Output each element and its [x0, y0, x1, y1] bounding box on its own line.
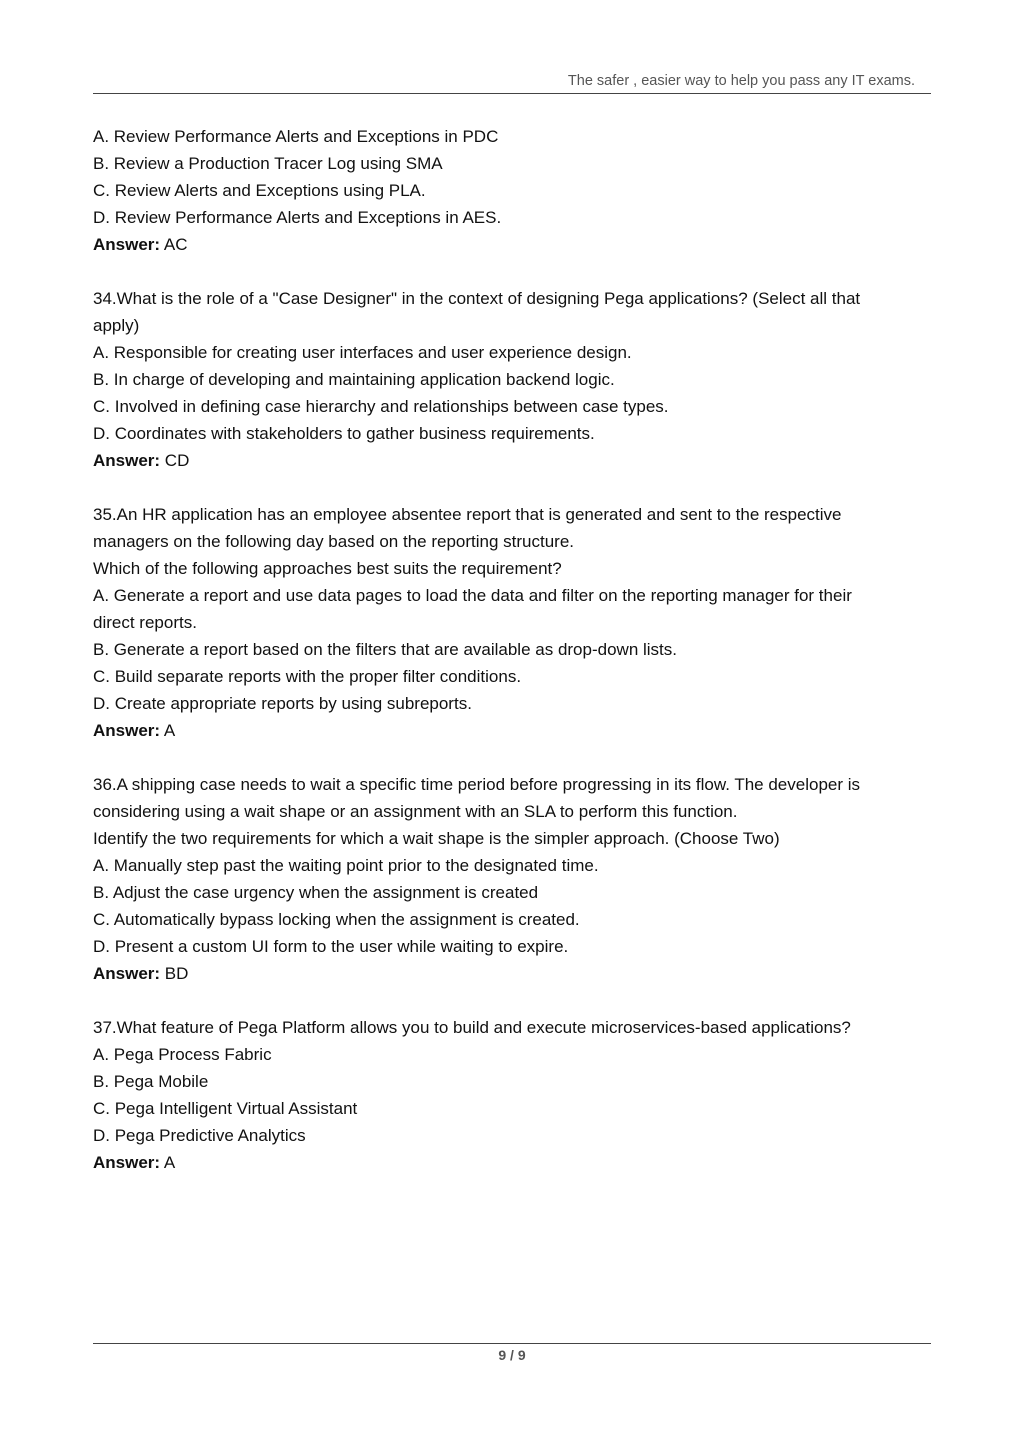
option-b: B. Adjust the case urgency when the assignment is created: [93, 883, 539, 902]
question-text: apply): [93, 316, 140, 335]
answer-line: [93, 447, 933, 474]
answer-label: Answer:: [93, 721, 161, 740]
footer-divider: [93, 1343, 931, 1344]
question-33: [93, 123, 933, 258]
option-c: C. Involved in defining case hierarchy and relationships between case types.: [93, 397, 669, 416]
option-b: B. Review a Production Tracer Log using SMA: [93, 154, 443, 173]
option-b: B. Generate a report based on the filters that are available as drop-down lists.: [93, 640, 677, 659]
question-34: [93, 285, 933, 474]
answer-value: A: [160, 721, 176, 740]
spacer: [93, 987, 933, 1014]
answer-value: A: [160, 1153, 176, 1172]
option-d: D. Review Performance Alerts and Exceptions in AES.: [93, 208, 502, 227]
option-d: D. Coordinates with stakeholders to gather business requirements.: [93, 424, 595, 443]
question-text: 35.An HR application has an employee absentee report that is generated and sent to the respective: [93, 505, 842, 524]
question-text: Identify the two requirements for which a wait shape is the simpler approach. (Choose Two): [93, 829, 780, 848]
option-a: A. Responsible for creating user interfaces and user experience design.: [93, 343, 632, 362]
answer-label: Answer:: [93, 235, 161, 254]
question-text: considering using a wait shape or an assignment with an SLA to perform this function.: [93, 802, 738, 821]
option-c: C. Review Alerts and Exceptions using PLA.: [93, 181, 426, 200]
question-36: [93, 771, 933, 987]
answer-label: Answer:: [93, 964, 161, 983]
spacer: [93, 474, 933, 501]
option-c: C. Build separate reports with the proper filter conditions.: [93, 667, 522, 686]
spacer: [93, 258, 933, 285]
answer-line: [93, 1149, 933, 1176]
answer-label: Answer:: [93, 451, 161, 470]
page-content: [93, 123, 933, 1176]
option-a: A. Pega Process Fabric: [93, 1045, 272, 1064]
option-c: C. Pega Intelligent Virtual Assistant: [93, 1099, 358, 1118]
option-d: D. Create appropriate reports by using subreports.: [93, 694, 472, 713]
option-c: C. Automatically bypass locking when the assignment is created.: [93, 910, 580, 929]
option-a: A. Manually step past the waiting point prior to the designated time.: [93, 856, 599, 875]
spacer: [93, 744, 933, 771]
question-text: 36.A shipping case needs to wait a specific time period before progressing in its flow. The developer is: [93, 775, 861, 794]
option-b: B. In charge of developing and maintaining application backend logic.: [93, 370, 615, 389]
header-tagline: The safer , easier way to help you pass any IT exams.: [567, 73, 915, 89]
option-b: B. Pega Mobile: [93, 1072, 209, 1091]
page-number: 9 / 9: [498, 1347, 526, 1363]
answer-value: AC: [160, 235, 188, 254]
header-divider: [93, 93, 931, 94]
answer-label: Answer:: [93, 1153, 161, 1172]
option-a: A. Review Performance Alerts and Exceptions in PDC: [93, 127, 499, 146]
answer-value: CD: [160, 451, 190, 470]
question-text: Which of the following approaches best suits the requirement?: [93, 559, 562, 578]
option-a-continued: direct reports.: [93, 613, 197, 632]
answer-line: [93, 960, 933, 987]
option-a: A. Generate a report and use data pages to load the data and filter on the reporting manager for their: [93, 586, 852, 605]
answer-line: [93, 231, 933, 258]
option-d: D. Present a custom UI form to the user while waiting to expire.: [93, 937, 569, 956]
question-text: 37.What feature of Pega Platform allows you to build and execute microservices-based applications?: [93, 1018, 851, 1037]
answer-value: BD: [160, 964, 189, 983]
question-35: [93, 501, 933, 744]
question-text: managers on the following day based on the reporting structure.: [93, 532, 575, 551]
question-37: [93, 1014, 933, 1176]
answer-line: [93, 717, 933, 744]
question-text: 34.What is the role of a "Case Designer" in the context of designing Pega applications? (Select all that: [93, 289, 861, 308]
option-d: D. Pega Predictive Analytics: [93, 1126, 306, 1145]
